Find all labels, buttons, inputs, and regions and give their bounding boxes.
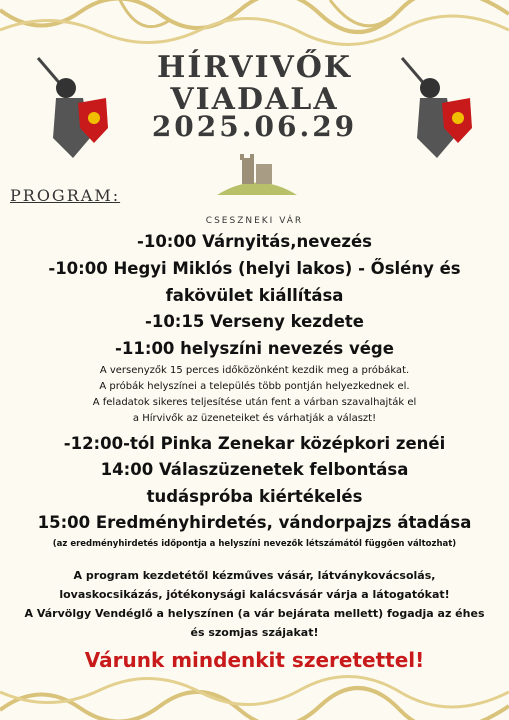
schedule-item: -10:15 Verseny kezdete (145, 312, 364, 331)
schedule-item: fakövület kiállítása (165, 286, 344, 305)
rules-text: A feladatok sikeres teljesítése után fent a várban szavalhajták el (92, 397, 417, 408)
castle-icon (212, 140, 302, 200)
title-line1: HÍRVIVŐK (156, 50, 353, 85)
knight-icon (28, 48, 118, 168)
info-text: A program kezdetétől kézműves vásár, látványkovácsolás, (73, 569, 436, 582)
schedule-item: -12:00-tól Pinka Zenekar középkori zenéi (63, 434, 446, 453)
info-text: A Várvölgy Vendéglő a helyszínen (a vár bejárata mellett) fogadja az éhes (24, 607, 485, 620)
event-date: 2025.06.29 (151, 110, 358, 143)
schedule-item: tudáspróba kiértékelés (146, 487, 363, 506)
title-line2: VIADALA (170, 82, 339, 117)
bottom-ornament (0, 670, 509, 720)
schedule-item: -10:00 Várnyitás,nevezés (136, 232, 373, 251)
info-text: és szomjas szájakat! (190, 626, 319, 639)
rules-text: a Hírvivők az üzeneteiket és várhatják a választ! (132, 413, 377, 424)
schedule-item: -11:00 helyszíni nevezés vége (115, 339, 394, 358)
schedule-item: 14:00 Válaszüzenetek felbontása (100, 460, 409, 479)
rules-text: A versenyzők 15 perces időközönként kezdik meg a próbákat. (99, 365, 410, 376)
castle-name: CSESZNEKI VÁR (205, 216, 304, 226)
schedule-item: -10:00 Hegyi Miklós (helyi lakos) - Őslény és (48, 259, 461, 278)
schedule-item: 15:00 Eredményhirdetés, vándorpajzs átadása (37, 513, 472, 532)
knight-icon (392, 48, 482, 168)
rules-text: A próbák helyszínei a település több pontján helyezkednek el. (99, 381, 410, 392)
program-heading: PROGRAM: (10, 186, 121, 205)
info-text: lovaskocsikázás, jótékonysági kalácsvásár várja a látogatókat! (59, 588, 450, 601)
results-note: (az eredményhirdetés időpontja a helyszíni nevezők létszámától függően változhat) (52, 539, 457, 549)
closing-message: Várunk mindenkit szeretettel! (84, 648, 425, 672)
